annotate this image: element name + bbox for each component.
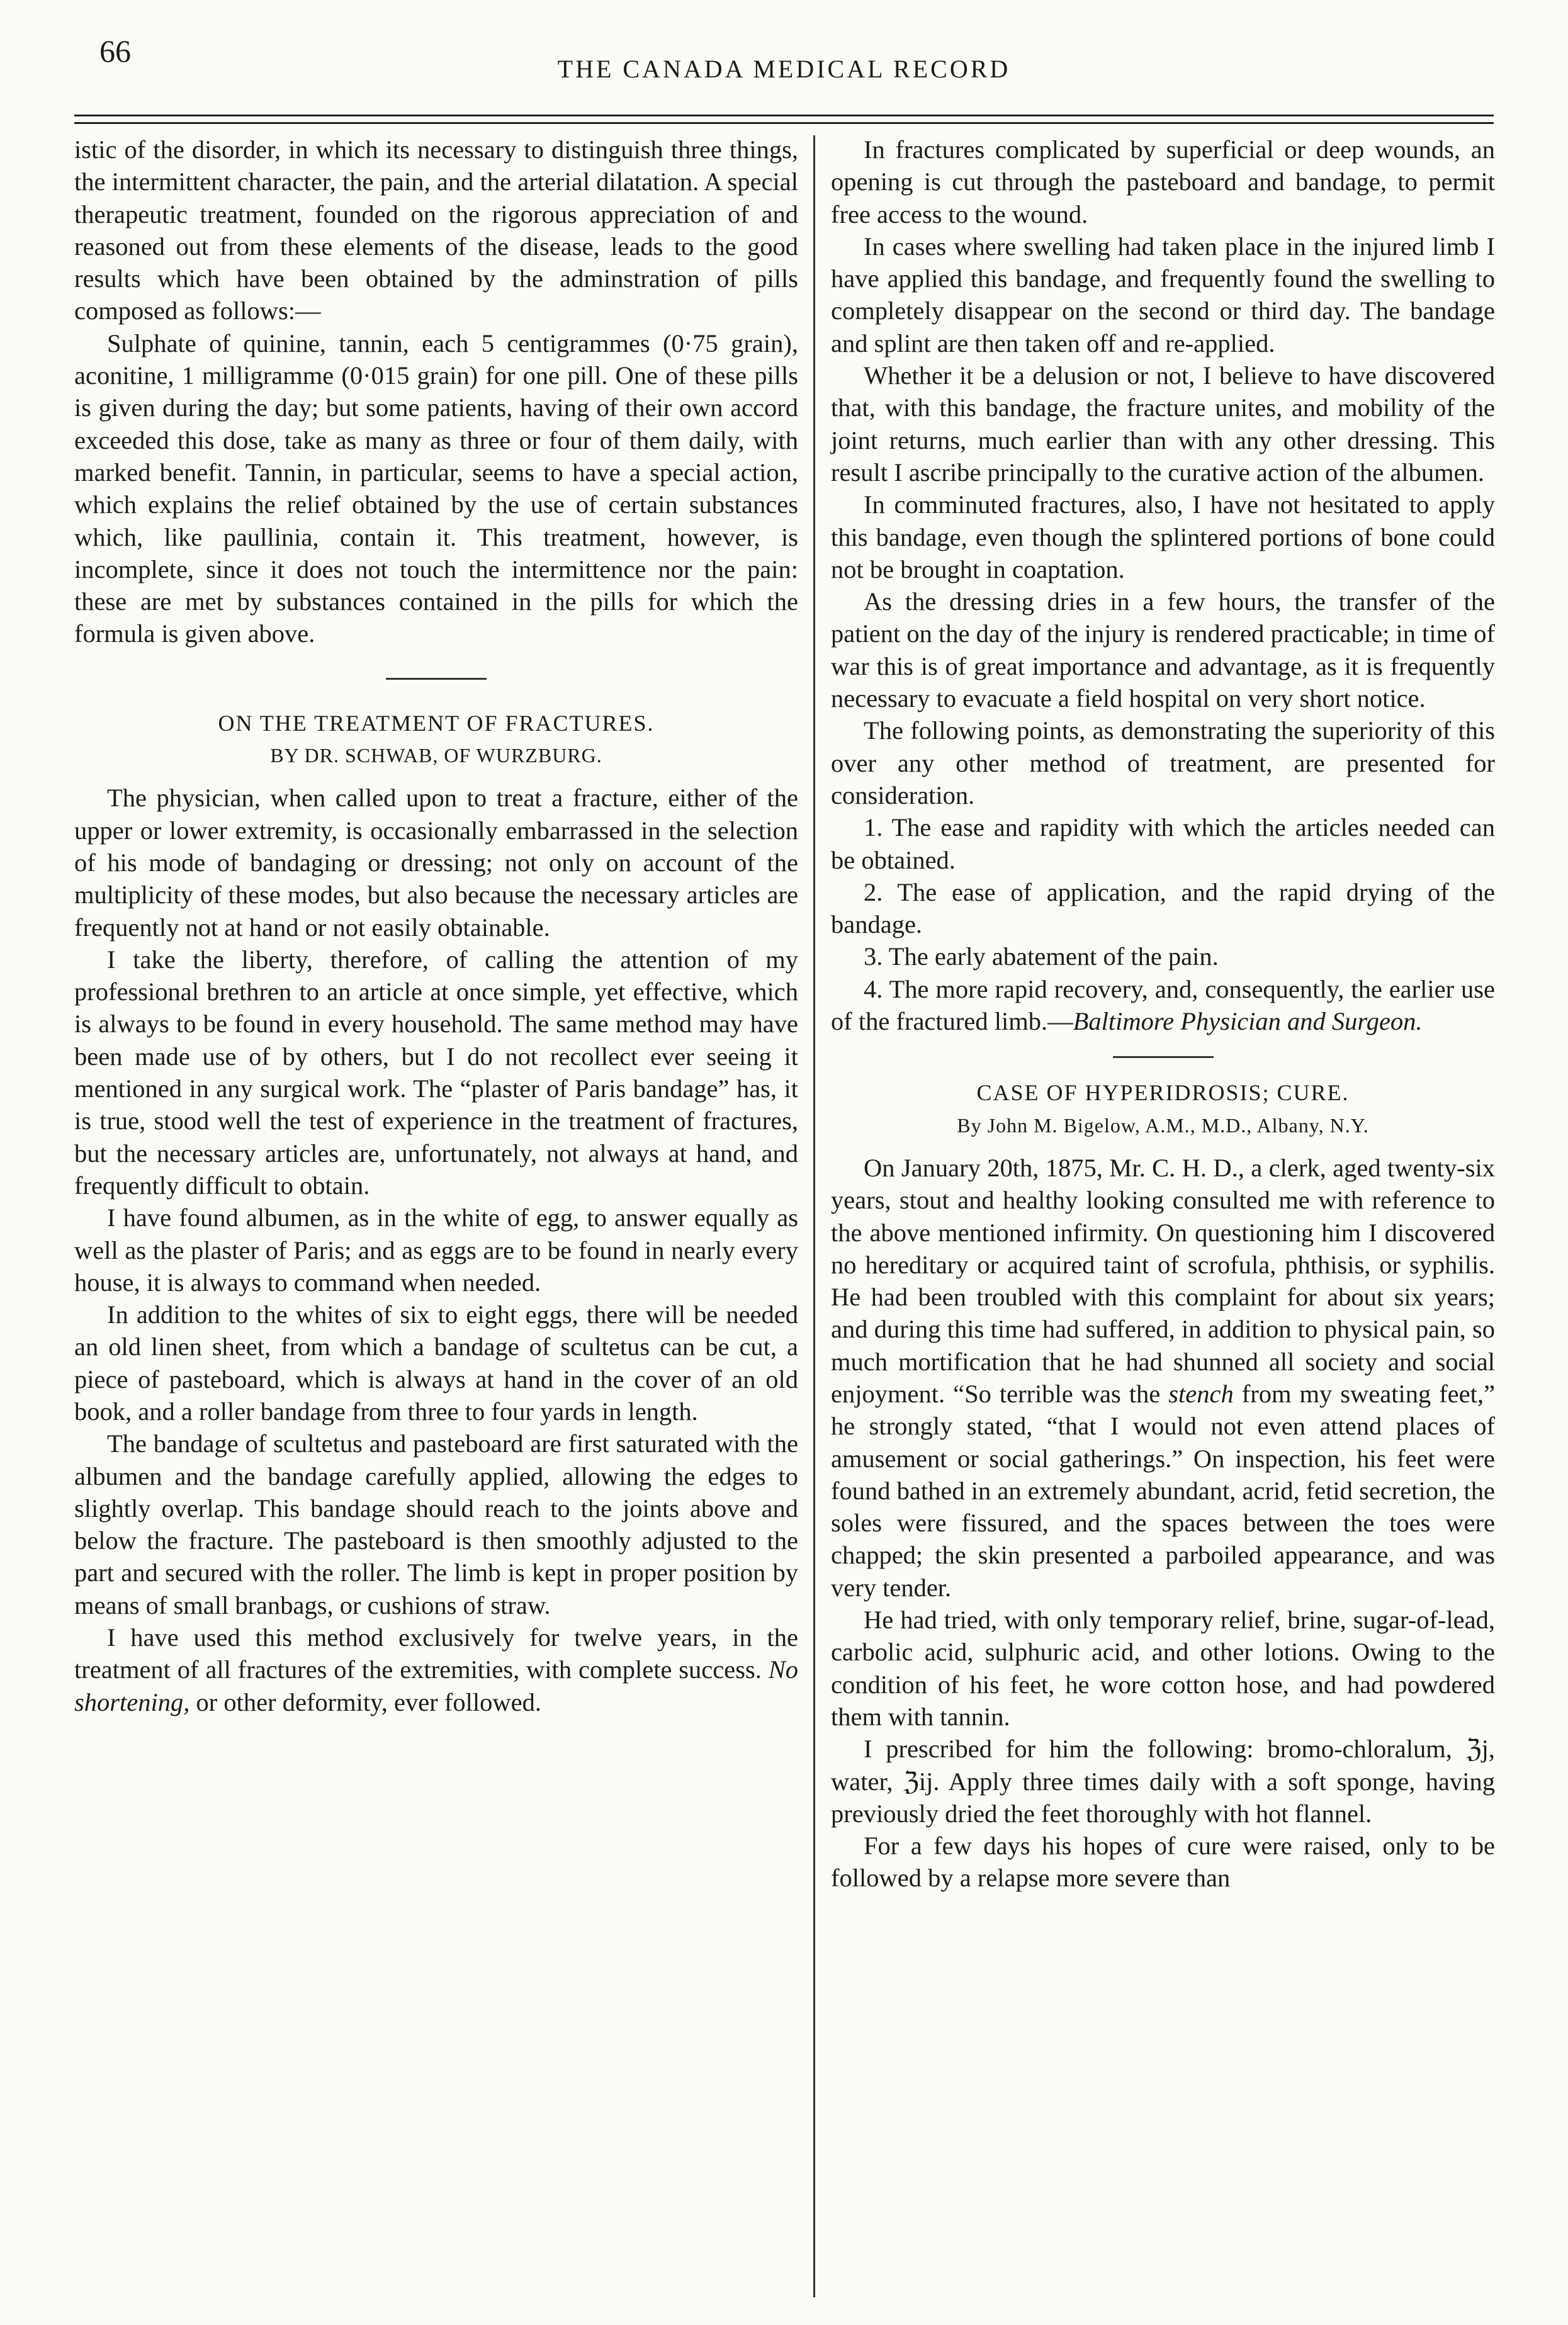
paragraph: I take the liberty, therefore, of calling the attention of my professional brethren to an article at once simple, yet effective, which is always to be found in every household. The same method may have been made use of by others, but I do not recollect ever seeing it mentioned in any surgical work. The “plaster of Paris bandage” has, it is true, stood well the test of experience in the treatment of fractures, but the necessary articles are, unfortunately, not always at hand, and frequently difficult to obtain. xyxy=(74,945,798,1200)
left-column xyxy=(74,133,798,1718)
column-divider xyxy=(813,135,815,2297)
section-divider xyxy=(1113,1056,1214,1058)
paragraph: He had tried, with only temporary relief, brine, sugar-of-lead, carbolic acid, sulphuric acid, and other lotions. Owing to the condition of his feet, he wore cotton hose, and had powdered them with tannin. xyxy=(831,1606,1495,1731)
list-item: 3. The early abatement of the pain. xyxy=(864,942,1219,971)
paragraph: I have found albumen, as in the white of egg, to answer equally as well as the plaster of Paris; and as eggs are to be found in nearly every house, it is always to command when needed. xyxy=(74,1203,798,1297)
text-run: 4. The more rapid recovery, and, consequently, the earlier use of the fractured limb.— xyxy=(831,974,1495,1036)
paragraph: The bandage of scultetus and pasteboard are first saturated with the albumen and the bandage carefully applied, allowing the edges to slightly overlap. This bandage should reach to the joints above and below the fracture. The pasteboard is then smoothly adjusted to the part and secured with the roller. The limb is kept in proper position by means of small branbags, or cushions of straw. xyxy=(74,1429,798,1619)
running-head: THE CANADA MEDICAL RECORD xyxy=(557,55,1011,83)
paragraph: The following points, as demonstrating the superiority of this over any other method of treatment, are presented for consideration. xyxy=(831,716,1495,809)
list-item: 2. The ease of application, and the rapid drying of the bandage. xyxy=(831,877,1495,939)
paragraph: In fractures complicated by superficial or deep wounds, an opening is cut through the pasteboard and bandage, to permit free access to the wound. xyxy=(831,135,1495,228)
paragraph: As the dressing dries in a few hours, the transfer of the patient on the day of the injury is rendered practicable; in time of war this is of great importance and advantage, as it is frequently necessary to evacuate a field hospital on very short notice. xyxy=(831,587,1495,713)
article-title: CASE OF HYPERIDROSIS; CURE. xyxy=(976,1080,1350,1106)
article-byline: BY DR. SCHWAB, OF WURZBURG. xyxy=(270,744,602,767)
header-rule-bottom xyxy=(74,122,1494,124)
list-item xyxy=(831,973,1495,1038)
source-citation: Baltimore Physician and Surgeon. xyxy=(1073,1007,1423,1036)
text-run: “So terrible was the xyxy=(945,1379,1169,1408)
paragraph xyxy=(74,1621,798,1718)
article-title: ON THE TREATMENT OF FRACTURES. xyxy=(218,710,655,736)
paragraph: The physician, when called upon to treat a fracture, either of the upper or lower extremity, is occasionally embarrassed in the selection of his mode of bandaging or dressing; not only on account of the multiplicity of these modes, but also because the necessary articles are frequently not at hand or not easily obtainable. xyxy=(74,784,798,942)
paragraph: Whether it be a delusion or not, I believe to have discovered that, with this bandage, the fracture unites, and mobility of the joint returns, much earlier than with any other dressing. This result I ascribe principally to the curative action of the albumen. xyxy=(831,361,1495,487)
right-column xyxy=(831,133,1495,1894)
paragraph: For a few days his hopes of cure were raised, only to be followed by a relapse more severe than xyxy=(831,1832,1495,1893)
paragraph xyxy=(831,1152,1495,1604)
italic-text: stench xyxy=(1168,1379,1234,1408)
text-run: On January 20th, 1875, Mr. C. H. D., a clerk, aged twenty-six years, stout and healthy looking consulted me with reference to the above mentioned infirmity. On questioning him I discovered no hereditary or acquired taint of scrofula, phthisis, or syphilis. He had been troubled with this complaint for about six years; and during this time had suffered, in addition to physical pain, so much mortification that he had shunned all society and social enjoyment. xyxy=(831,1153,1495,1408)
list-item: 1. The ease and rapidity with which the articles needed can be obtained. xyxy=(831,813,1495,874)
article-byline: By John M. Bigelow, A.M., M.D., Albany, N.Y. xyxy=(957,1113,1369,1137)
paragraph: In addition to the whites of six to eight eggs, there will be needed an old linen sheet, from which a bandage of scultetus can be cut, a piece of pasteboard, which is always at hand in the cover of an old book, and a roller bandage from three to four yards in length. xyxy=(74,1300,798,1426)
paragraph: I prescribed for him the following: bromo-chloralum, ℨj, water, ℨij. Apply three times daily with a soft sponge, having previously dried the feet thoroughly with hot flannel. xyxy=(831,1735,1495,1828)
paragraph: Sulphate of quinine, tannin, each 5 centigrammes (0·75 grain), aconitine, 1 milligramme (0·015 grain) for one pill. One of these pills is given during the day; but some patients, having of their own accord exceeded this dose, take as many as three or four of them daily, with marked benefit. Tannin, in particular, seems to have a special action, which explains the relief obtained by the use of certain substances which, like paullinia, contain it. This treatment, however, is incomplete, since it does not touch the intermittence nor the pain: these are met by substances contained in the pills for which the formula is given above. xyxy=(74,329,798,648)
text-run: I have used this method exclusively for twelve years, in the treatment of all fractures of the extremities, with complete success. xyxy=(74,1623,798,1684)
header-rule-top xyxy=(74,115,1494,116)
italic-text: No shortening, xyxy=(74,1655,798,1716)
paragraph: istic of the disorder, in which its necessary to distinguish three things, the intermittent character, the pain, and the arterial dilatation. A special therapeutic treatment, founded on the rigorous appreciation of and reasoned out from these elements of the disease, leads to the good results which have been obtained by the adminstration of pills composed as follows:— xyxy=(74,135,798,325)
text-run: from my sweating feet,” he strongly stated, “that I would not even attend places of amusement or social gatherings.” On inspection, his feet were found bathed in an extremely abundant, acrid, fetid secretion, the soles were fissured, and the spaces between the toes were chapped; the skin presented a parboiled appearance, and was very tender. xyxy=(831,1379,1495,1602)
paragraph: In cases where swelling had taken place in the injured limb I have applied this bandage, and frequently found the swelling to completely disappear on the second or third day. The bandage and splint are then taken off and re-applied. xyxy=(831,232,1495,357)
paragraph: In comminuted fractures, also, I have not hesitated to apply this bandage, even though the splintered portions of bone could not be brought in coaptation. xyxy=(831,490,1495,583)
text-run: or other deformity, ever followed. xyxy=(189,1687,541,1716)
section-divider xyxy=(386,678,487,680)
page-number: 66 xyxy=(99,33,131,69)
